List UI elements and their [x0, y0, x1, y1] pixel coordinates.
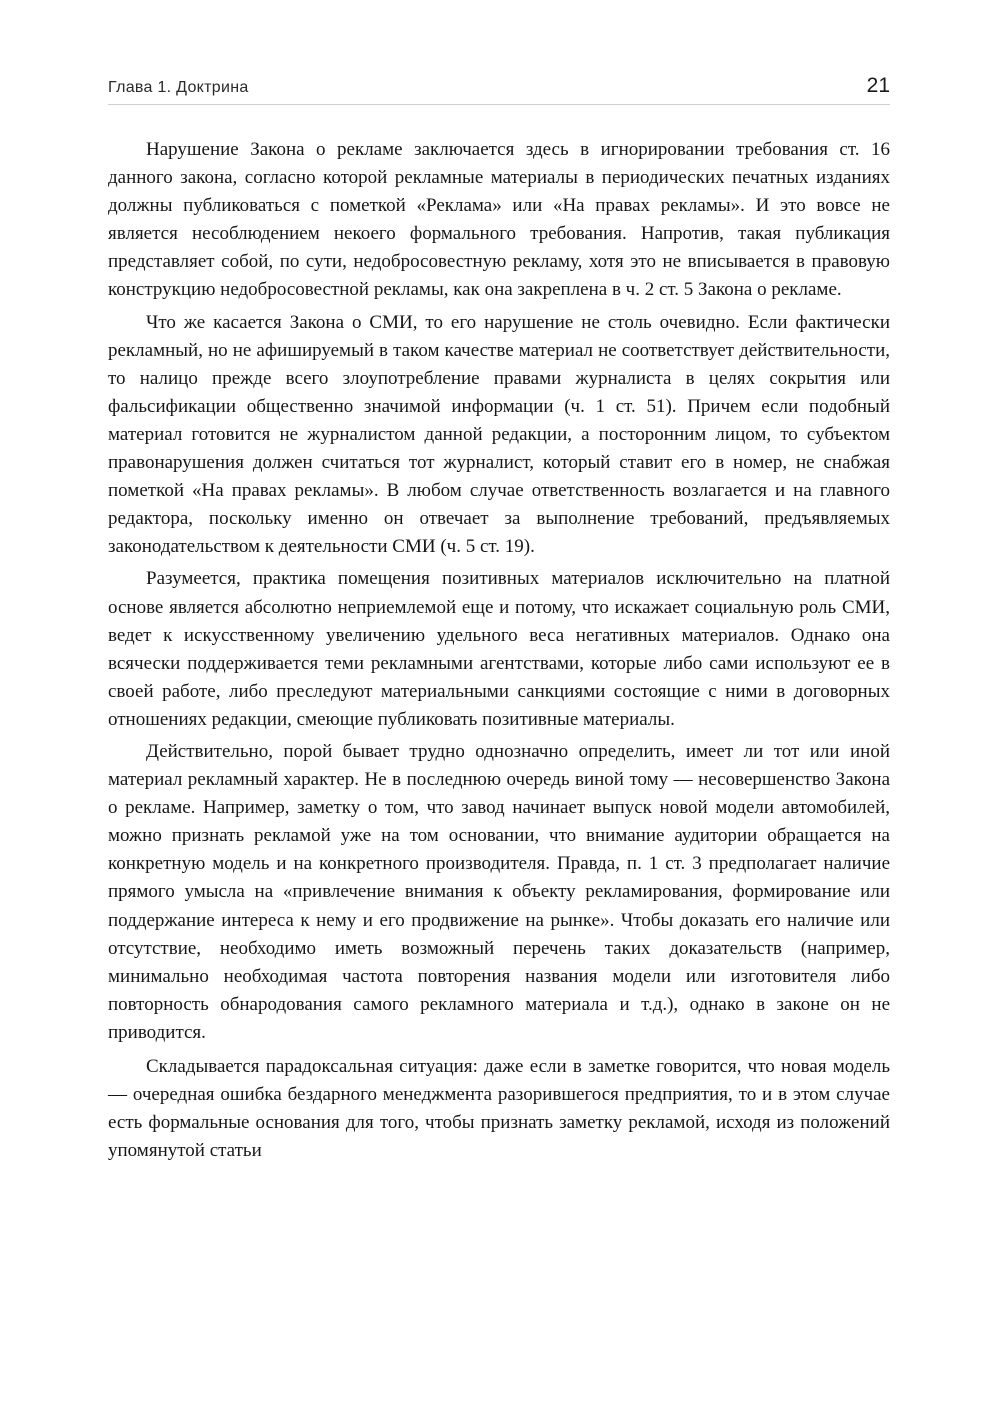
paragraph-3: Разумеется, практика помещения позитивных материалов исключительно на платной основе является абсолютно неприемлемой еще и потому, что искажает социальную роль СМИ, ведет к искусственному увеличению удельного веса негативных материалов. Однако она всячески поддерживается теми рекламными агентствами, которые либо сами используют ее в своей работе, либо преследуют материальными санкциями состоящие с ними в договорных отношениях редакции, смеющие публиковать позитивные материалы.	[108, 568, 890, 730]
paragraph-1: Нарушение Закона о рекламе заключается здесь в игнорировании требования ст. 16 данного закона, согласно которой рекламные материалы в периодических печатных изданиях должны публиковаться с пометкой «Реклама» или «На правах рекламы». И это вовсе не является несоблюдением некоего формального требования. Напротив, такая публикация представляет собой, по сути, недобросовестную рекламу, хотя это не вписывается в правовую конструкцию недобросовестной рекламы, как она закреплена в ч. 2 ст. 5 Закона о рекламе.	[108, 139, 890, 301]
paragraph-5: Складывается парадоксальная ситуация: даже если в заметке говорится, что новая модель — очередная ошибка бездарного менеджмента разорившегося предприятия, то и в этом случае есть формальные основания для того, чтобы признать заметку рекламой, исходя из положений упомянутой статьи	[108, 1056, 890, 1162]
paragraph-4: Действительно, порой бывает трудно однозначно определить, имеет ли тот или иной материал рекламный характер. Не в последнюю очередь виной тому — несовершенство Закона о рекламе. Например, заметку о том, что завод начинает выпуск новой модели автомобилей, можно признать рекламой уже на том основании, что внимание аудитории обращается на конкретную модель и на конкретного производителя. Правда, п. 1 ст. 3 предполагает наличие прямого умысла на «привлечение внимания к объекту рекламирования, формирование или поддержание интереса к нему и его продвижение на рынке». Чтобы доказать его наличие или отсутствие, необходимо иметь возможный перечень таких доказательств (например, минимально необходимая частота повторения названия модели или изготовителя либо повторность обнародования самого рекламного материала и т.д.), однако в законе он не приводится.	[108, 740, 890, 1043]
chapter-title: Глава 1. Доктрина	[108, 79, 249, 96]
body-text	[108, 136, 890, 1165]
page-number: 21	[866, 74, 890, 97]
header-rule	[108, 104, 890, 105]
paragraph-2: Что же касается Закона о СМИ, то его нарушение не столь очевидно. Если фактически рекламный, но не афишируемый в таком качестве материал не соответствует действительности, то налицо прежде всего злоупотребление правами журналиста в целях сокрытия или фальсификации общественно значимой информации (ч. 1 ст. 51). Причем если подобный материал готовится не журналистом данной редакции, а посторонним лицом, то субъектом правонарушения должен считаться тот журналист, который ставит его в номер, не снабжая пометкой «На правах рекламы». В любом случае ответственность возлагается и на главного редактора, поскольку именно он отвечает за выполнение требований, предъявляемых законодательством к деятельности СМИ (ч. 5 ст. 19).	[108, 311, 890, 558]
running-header	[108, 74, 890, 104]
